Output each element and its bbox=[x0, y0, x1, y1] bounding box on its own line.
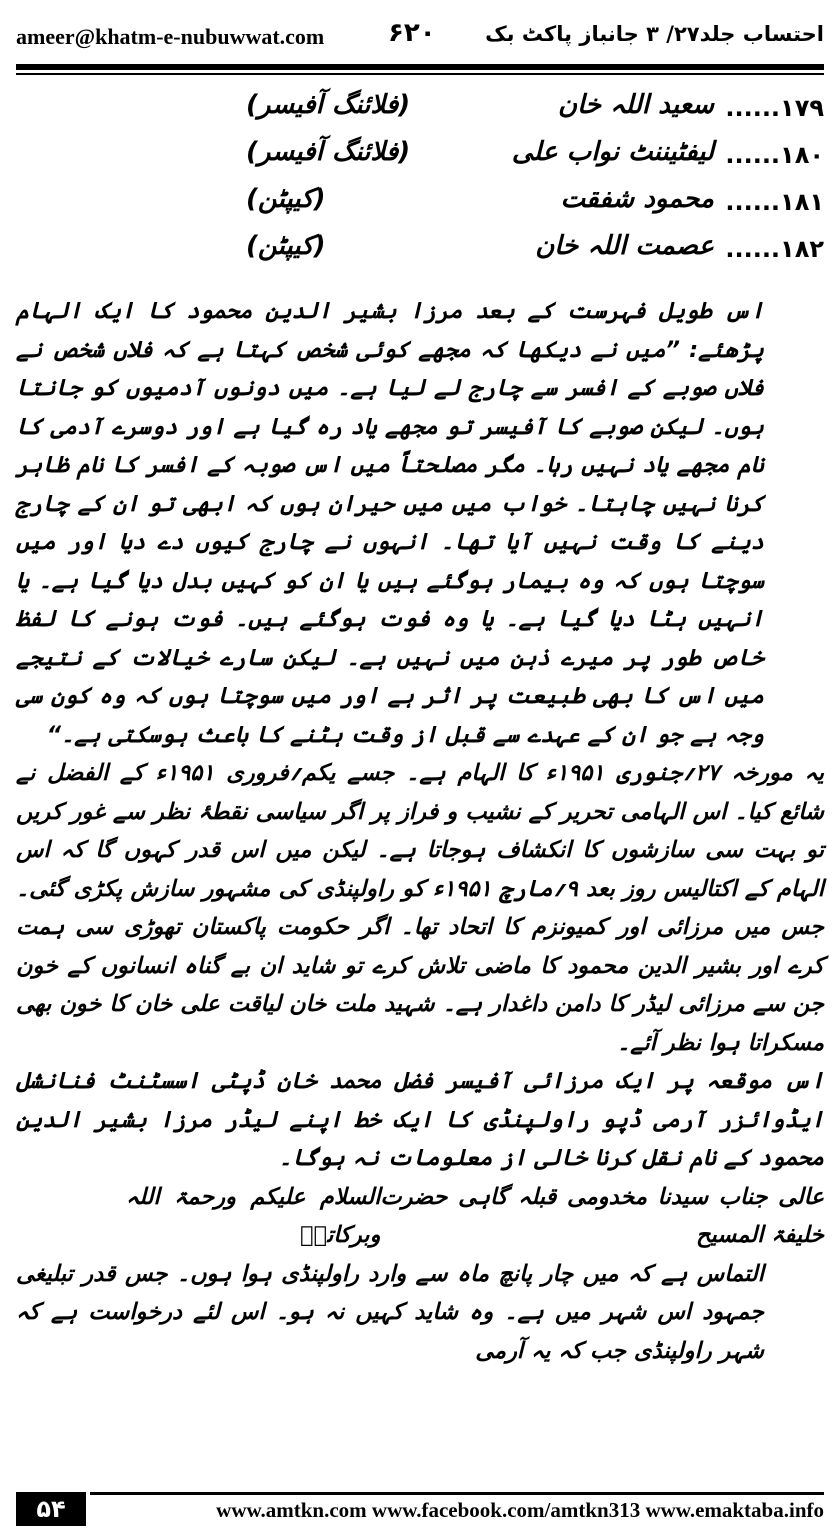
list-rank: (کیپٹن) bbox=[246, 184, 326, 214]
officer-list bbox=[16, 88, 824, 276]
list-rank: (فلائنگ آفیسر) bbox=[246, 90, 411, 120]
paragraph-ilham: اس طویل فہرست کے بعد مرزا بشیر الدین محمود کا ایک الہام پڑھئے: ”میں نے دیکھا کہ مجھے کوئی شخص کہتا ہے کہ فلاں شخص نے فلاں صوبے کے افسر سے چارج لے لیا ہے۔ میں دونوں آدمیوں کو جانتا ہوں۔ لیکن صوبے کا آفیسر تو مجھے یاد رہ گیا ہے اور دوسرے آدمی کا نام مجھے یاد نہیں رہا۔ مگر مصلحتاً میں اس صوبہ کے افسر کا نام ظاہر کرنا نہیں چاہتا۔ خواب میں میں حیران ہوں کہ ابھی تو ان کے چارج دینے کا وقت نہیں آیا تھا۔ انہوں نے چارج کیوں دے دیا اور میں سوچتا ہوں کہ وہ بیمار ہوگئے ہیں یا ان کو کہیں بدل دیا گیا ہے۔ یا انہیں ہٹا دیا گیا ہے۔ یا وہ فوت ہوگئے ہیں۔ فوت ہونے کا لفظ خاص طور پر میرے ذہن میں نہیں ہے۔ لیکن سارے خیالات کے نتیجے میں اس کا بھی طبیعت پر اثر ہے اور میں سوچتا ہوں کہ وہ کون سی وجہ ہے جو ان کے عہدے سے قبل از وقت ہٹنے کا باعث ہوسکتی ہے۔“ bbox=[16, 298, 764, 748]
paragraph-date: یہ مورخہ ۲۷؍جنوری ۱۹۵۱ء کا الہام ہے۔ جسے یکم؍فروری ۱۹۵۱ء کے الفضل نے شائع کیا۔ اس الہامی تحریر کے نشیب و فراز پر اگر سیاسی نقطۂ نظر سے غور کریں تو بہت سی سازشوں کا انکشاف ہوجاتا ہے۔ لیکن میں اس قدر کہوں گا کہ اس الہام کے اکتالیس روز بعد ۹؍مارچ ۱۹۵۱ء کو راولپنڈی کی مشہور سازش پکڑی گئی۔ جس میں مرزائی اور کمیونزم کا اتحاد تھا۔ اگر حکومت پاکستان تھوڑی سی ہمت کرے اور بشیر الدین محمود کا ماضی تلاش کرے تو شاید ان بے گناہ انسانوں کے خون جن سے مرزائی لیڈر کا دامن داغدار ہے۔ شہید ملت خان لیاقت علی خان کا خون بھی مسکراتا ہوا نظر آئے۔ bbox=[16, 760, 824, 1056]
salutation-address: عالی جناب سیدنا مخدومی قبلہ گاہی حضرت خلیفۃ المسیح bbox=[380, 1183, 824, 1248]
footer-rule bbox=[90, 1492, 824, 1495]
footer-links: www.amtkn.com www.facebook.com/amtkn313 www.emaktaba.info bbox=[216, 1498, 824, 1522]
page-footer bbox=[16, 1492, 824, 1526]
list-rank: (فلائنگ آفیسر) bbox=[246, 137, 411, 167]
list-name: محمود شفقت bbox=[560, 184, 714, 214]
footer-page-number: ۵۴ bbox=[16, 1492, 86, 1526]
paragraph-letter-intro: اس موقعہ پر ایک مرزائی آفیسر فضل محمد خان ڈپٹی اسسٹنٹ فنانشل ایڈوائزر آرمی ڈپو راولپنڈی کا ایک خط اپنے لیڈر مرزا بشیر الدین محمود کے نام نقل کرنا خالی از معلومات نہ ہوگا۔ bbox=[16, 1068, 824, 1171]
header-rule-thick bbox=[16, 64, 824, 70]
list-name: لیفٹیننٹ نواب علی bbox=[511, 137, 714, 167]
list-number: ۱۷۹...... bbox=[725, 94, 824, 122]
list-item bbox=[16, 229, 824, 276]
header-email: ameer@khatm-e-nubuwwat.com bbox=[16, 24, 325, 49]
salutation-line bbox=[16, 1178, 824, 1255]
body-text bbox=[16, 292, 824, 1370]
header-book-title: احتساب جلد۲۷/ ۳ جانباز پاکٹ بک bbox=[485, 22, 824, 46]
list-number: ۱۸۲...... bbox=[725, 235, 824, 263]
salutation-greeting: السلام علیکم ورحمۃ اللہ وبرکاتہٗ bbox=[126, 1183, 381, 1248]
header-page-number: ۶۲۰ bbox=[388, 18, 436, 48]
list-name: عصمت اللہ خان bbox=[535, 231, 714, 261]
page-header bbox=[16, 14, 824, 60]
list-number: ۱۸۱...... bbox=[725, 188, 824, 216]
list-name: سعید اللہ خان bbox=[558, 90, 714, 120]
list-item bbox=[16, 88, 824, 135]
paragraph-letter-body: التماس ہے کہ میں چار پانچ ماہ سے وارد راولپنڈی ہوا ہوں۔ جس قدر تبلیغی جمہود اس شہر میں ہے۔ وہ شاید کہیں نہ ہو۔ اس لئے درخواست ہے کہ شہر راولپنڈی جب کہ یہ آرمی bbox=[16, 1260, 764, 1364]
list-item bbox=[16, 182, 824, 229]
list-rank: (کیپٹن) bbox=[246, 231, 326, 261]
list-item bbox=[16, 135, 824, 182]
list-number: ۱۸۰...... bbox=[725, 141, 824, 169]
header-rule-thin bbox=[16, 73, 824, 75]
